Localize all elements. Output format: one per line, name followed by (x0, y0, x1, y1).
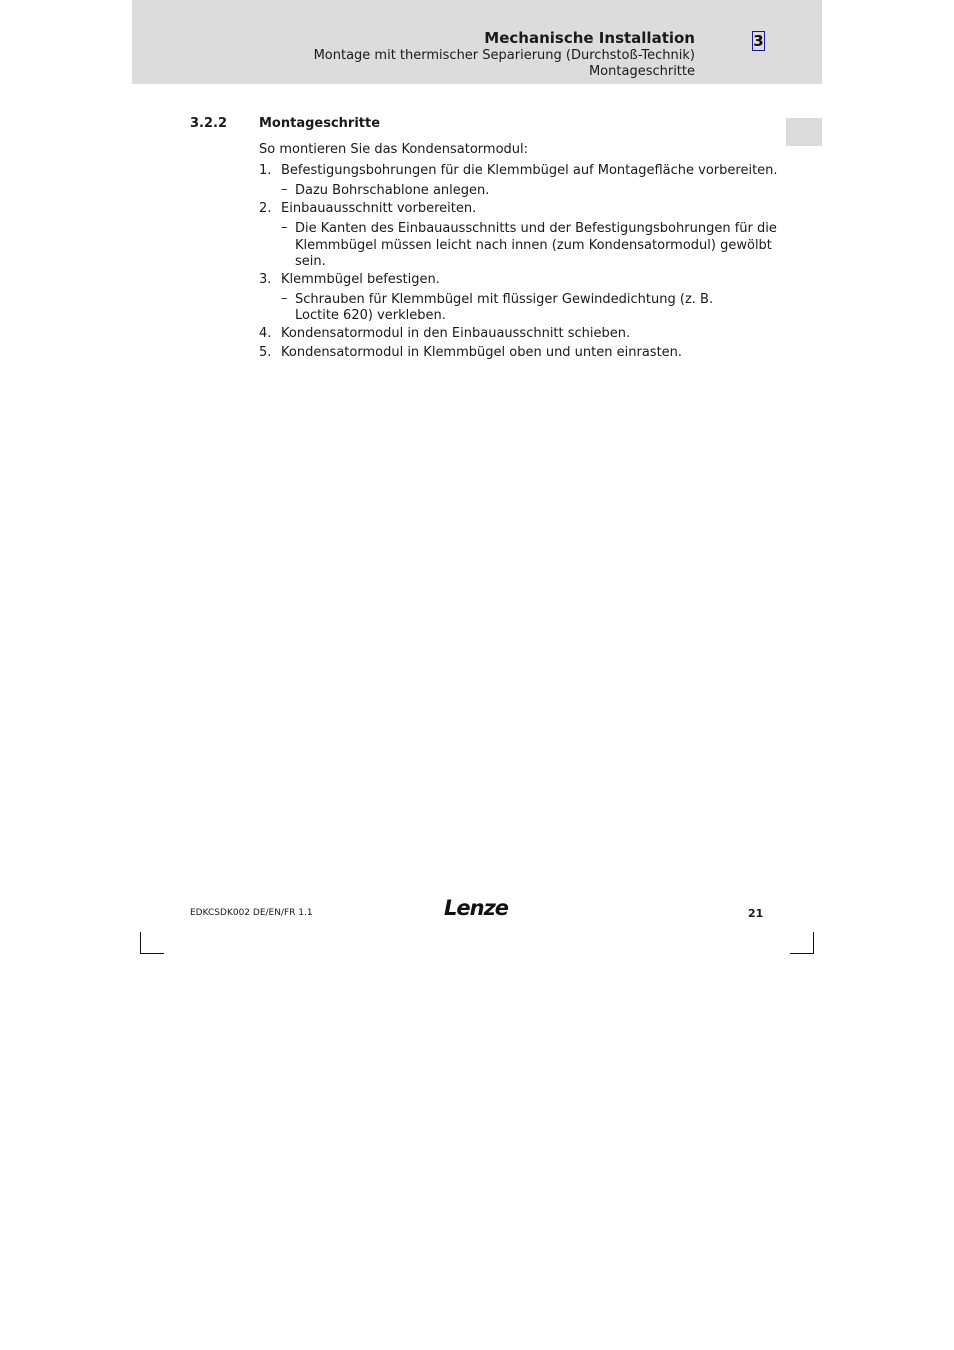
sub-item-text: Schrauben für Klemmbügel mit flüssiger Gewindedichtung (z. B. (295, 292, 714, 307)
sub-item-text: Dazu Bohrschablone anlegen. (295, 183, 490, 198)
lenze-logo: Lenze (444, 896, 509, 920)
step-text: Klemmbügel befestigen. (281, 272, 440, 287)
dash-bullet: – (281, 182, 288, 197)
document-code: EDKCSDK002 DE/EN/FR 1.1 (190, 908, 313, 918)
step-text: Befestigungsbohrungen für die Klemmbügel auf Montagefläche vorbereiten. (281, 163, 778, 178)
crop-mark-left-horizontal (140, 953, 164, 954)
step-text: Einbauausschnitt vorbereiten. (281, 201, 477, 216)
dash-bullet: – (281, 291, 288, 306)
header-subtitle-1: Montage mit thermischer Separierung (Durchstoß-Technik) (313, 48, 695, 63)
header-band (132, 0, 822, 84)
dash-bullet: – (281, 220, 288, 235)
sub-item-text: Klemmbügel müssen leicht nach innen (zum Kondensatormodul) gewölbt (295, 238, 772, 253)
crop-mark-left-vertical (140, 932, 141, 954)
header-subtitle-2: Montageschritte (588, 64, 695, 79)
step-text: Kondensatormodul in Klemmbügel oben und unten einrasten. (281, 345, 683, 360)
sub-item-text: Loctite 620) verkleben. (295, 308, 446, 323)
step-number: 3. (259, 272, 272, 287)
chapter-number: 3 (753, 32, 764, 50)
page-number: 21 (748, 907, 764, 920)
header-title: Mechanische Installation (484, 29, 695, 47)
step-number: 5. (259, 345, 272, 360)
step-text: Kondensatormodul in den Einbauausschnitt schieben. (281, 326, 631, 341)
crop-mark-right-vertical (813, 932, 814, 954)
sub-item-text: Die Kanten des Einbauausschnitts und der Befestigungsbohrungen für die (295, 221, 777, 236)
crop-mark-right-horizontal (790, 953, 814, 954)
section-title: Montageschritte (259, 116, 381, 131)
side-tab-marker (786, 118, 822, 146)
intro-text: So montieren Sie das Kondensatormodul: (259, 142, 529, 157)
section-number: 3.2.2 (190, 116, 228, 131)
sub-item-text: sein. (295, 254, 326, 269)
step-number: 2. (259, 201, 272, 216)
step-number: 4. (259, 326, 272, 341)
step-number: 1. (259, 163, 272, 178)
